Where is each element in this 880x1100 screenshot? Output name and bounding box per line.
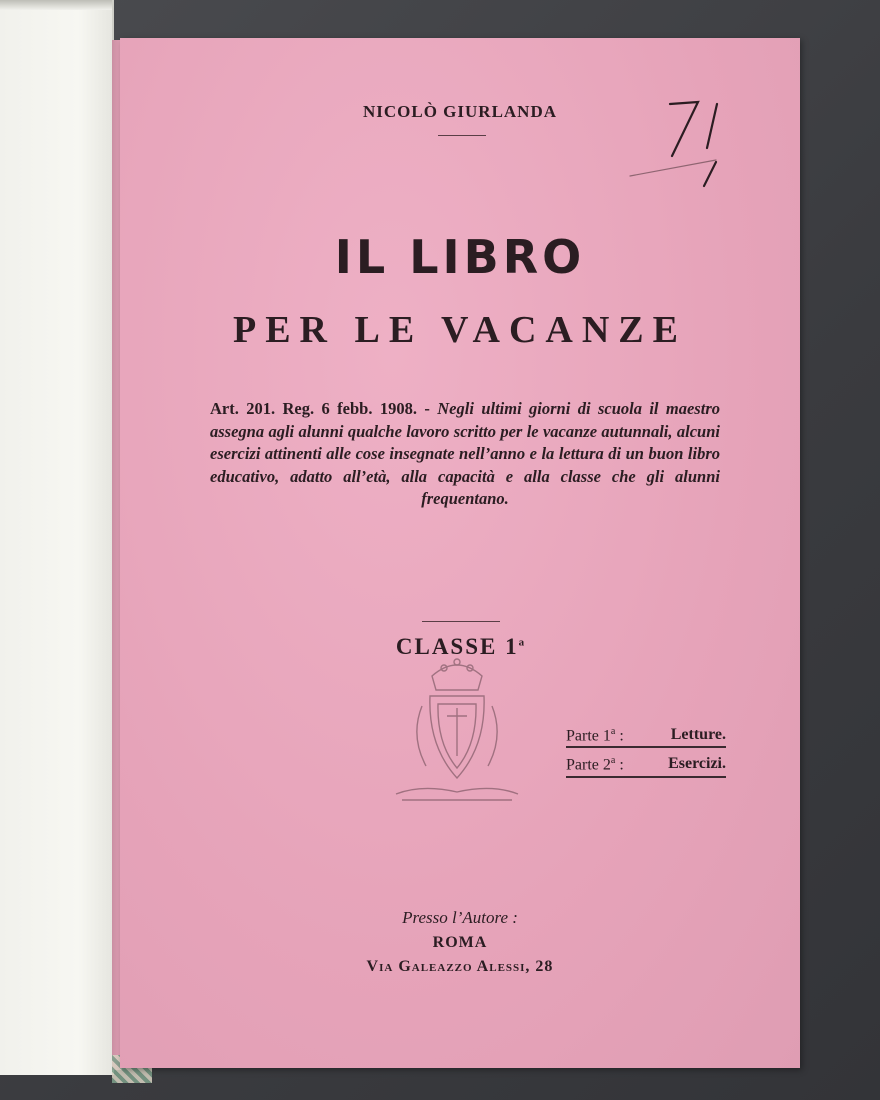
part-name: Esercizi. bbox=[668, 755, 726, 773]
part-name: Letture. bbox=[670, 726, 726, 743]
book-title-line2: PER LE VACANZE bbox=[232, 309, 687, 351]
part-superscript: a bbox=[610, 755, 616, 767]
coat-of-arms-stamp bbox=[392, 646, 522, 806]
publisher-address: Via Galeazzo Alessi, 28 bbox=[366, 958, 554, 975]
parts-list bbox=[566, 726, 726, 785]
part-prefix: Parte 2 bbox=[566, 756, 611, 774]
part-item bbox=[566, 755, 726, 777]
left-blank-page bbox=[0, 0, 114, 1075]
part-prefix: Parte 1 bbox=[566, 727, 611, 745]
handwritten-mark bbox=[620, 68, 740, 198]
author-rule bbox=[438, 135, 486, 136]
classe-rule bbox=[422, 621, 500, 622]
author-name: NICOLÒ GIURLANDA bbox=[362, 102, 558, 121]
class-label: CLASSE 1 bbox=[395, 634, 519, 659]
article-reference: Art. 201. Reg. 6 febb. 1908. - bbox=[210, 399, 438, 418]
part-superscript: a bbox=[610, 726, 616, 737]
part-separator: : bbox=[619, 756, 624, 774]
publisher-line: Presso l’Autore : bbox=[402, 908, 518, 927]
book-title-line1: IL LIBRO bbox=[334, 230, 586, 284]
title-page bbox=[120, 38, 800, 1068]
part-separator: : bbox=[619, 727, 624, 745]
class-superscript: a bbox=[518, 636, 525, 649]
article-quote bbox=[210, 398, 720, 511]
part-item bbox=[566, 726, 726, 748]
publisher-city: ROMA bbox=[432, 934, 488, 951]
article-text: Negli ultimi giorni di scuola il maestro assegna agli alunni qualche lavoro scritto per le vacanze autunnali, alcuni esercizi attinenti alle cose insegnate nell’anno e la lettura di un buon libro educativo, adatto all’età, alla capacità e alla classe che gli alunni frequentano. bbox=[210, 399, 720, 508]
left-page-edge bbox=[0, 0, 112, 10]
